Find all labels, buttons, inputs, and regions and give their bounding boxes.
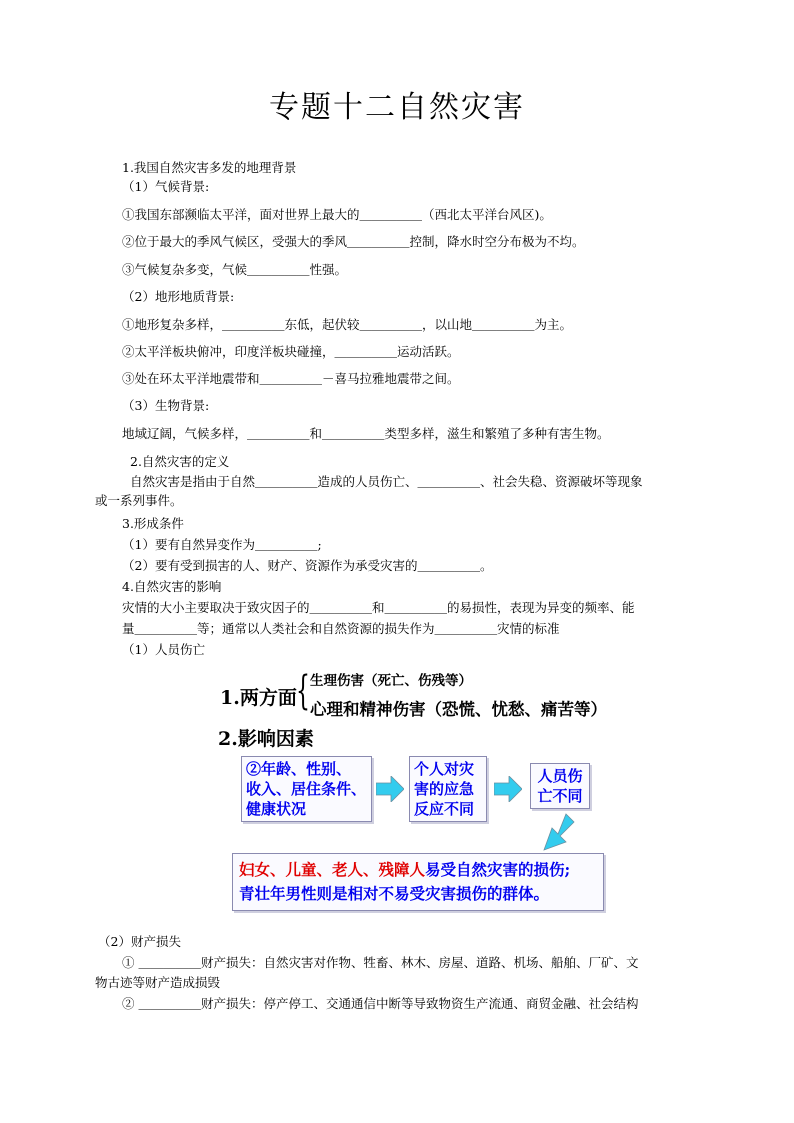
brace-symbol: { (296, 668, 310, 714)
definition-line-1: 自然灾害是指由于自然＿＿＿＿＿造成的人员伤亡、＿＿＿＿＿、社会失稳、资源破坏等现象 (130, 474, 643, 489)
climate-line-2: ②位于最大的季风气候区，受强大的季风＿＿＿＿＿控制，降水时空分布极为不均。 (122, 234, 585, 249)
box3-line-2: 亡不同 (537, 787, 583, 805)
vulnerable-suffix-text: 易受自然灾害的损伤; (425, 860, 571, 879)
climate-subheading: （1）气候背景: (122, 179, 210, 194)
down-left-arrow-icon (538, 812, 580, 854)
vulnerable-groups-box (232, 853, 604, 911)
right-arrow-icon (376, 776, 404, 802)
terrain-subheading: （2）地形地质背景: (122, 289, 235, 304)
climate-line-1: ①我国东部濒临太平洋，面对世界上最大的＿＿＿＿＿（西北太平洋台风区)。 (122, 207, 552, 222)
property-line-2: 物古迹等财产造成损毁 (95, 975, 221, 990)
box1-line-3: 健康状况 (246, 800, 307, 818)
section-3-heading: 3.形成条件 (122, 516, 184, 531)
section-2-heading: 2.自然灾害的定义 (130, 454, 230, 469)
biology-line: 地域辽阔，气候多样，＿＿＿＿＿和＿＿＿＿＿类型多样，滋生和繁殖了多种有害生物。 (122, 426, 610, 441)
condition-line-2: （2）要有受到损害的人、财产、资源作为承受灾害的＿＿＿＿＿。 (122, 558, 493, 573)
terrain-line-1: ①地形复杂多样，＿＿＿＿＿东低，起伏较＿＿＿＿＿，以山地＿＿＿＿＿为主。 (122, 317, 573, 332)
box2-line-2: 害的应急 (414, 780, 475, 798)
factors-label: 2.影响因素 (218, 728, 314, 750)
two-aspects-label: 1.两方面 (220, 687, 297, 709)
right-arrow-icon (494, 776, 522, 802)
section-1-heading: 1.我国自然灾害多发的地理背景 (122, 160, 297, 175)
impact-line-2: 量＿＿＿＿＿等；通常以人类社会和自然资源的损失作为＿＿＿＿＿灾情的标准 (122, 621, 560, 636)
physical-harm-label: 生理伤害（死亡、伤残等） (310, 673, 472, 689)
box3-line-1: 人员伤 (537, 767, 583, 785)
property-line-1: ① ＿＿＿＿＿财产损失：自然灾害对作物、牲畜、林木、房屋、道路、机场、船舶、厂矿、文 (122, 955, 639, 970)
vulnerable-groups-text: 妇女、儿童、老人、残障人 (239, 860, 426, 879)
impact-line-1: 灾情的大小主要取决于致灾因子的＿＿＿＿＿和＿＿＿＿＿的易损性，表现为异变的频率、能 (122, 600, 635, 615)
page-title: 专题十二自然灾害 (269, 90, 525, 125)
box1-line-1: ②年龄、性别、 (246, 760, 352, 778)
climate-line-3: ③气候复杂多变，气候＿＿＿＿＿性强。 (122, 262, 348, 277)
condition-line-1: （1）要有自然异变作为＿＿＿＿＿; (122, 537, 322, 552)
mental-harm-label: 心理和精神伤害（恐慌、忧愁、痛苦等） (310, 700, 607, 719)
section-4-heading: 4.自然灾害的影响 (122, 579, 222, 594)
box2-line-1: 个人对灾 (414, 760, 475, 778)
factor-box-response (409, 756, 487, 822)
factor-box-outcome (530, 763, 590, 809)
terrain-line-2: ②太平洋板块俯冲，印度洋板块碰撞，＿＿＿＿＿运动活跃。 (122, 344, 460, 359)
less-vulnerable-text: 青壮年男性则是相对不易受灾害损伤的群体。 (239, 884, 550, 903)
casualty-subheading: （1）人员伤亡 (122, 642, 205, 657)
property-subheading: （2）财产损失 (98, 934, 181, 949)
terrain-line-3: ③处在环太平洋地震带和＿＿＿＿＿－喜马拉雅地震带之间。 (122, 371, 460, 386)
biology-subheading: （3）生物背景: (122, 398, 210, 413)
box1-line-2: 收入、居住条件、 (246, 780, 367, 798)
definition-line-2: 或一系列事件。 (95, 493, 183, 508)
factor-box-demographics (241, 756, 372, 822)
property-line-3: ② ＿＿＿＿＿财产损失：停产停工、交通通信中断等导致物资生产流通、商贸金融、社会结构 (122, 996, 639, 1011)
box2-line-3: 反应不同 (414, 800, 475, 818)
